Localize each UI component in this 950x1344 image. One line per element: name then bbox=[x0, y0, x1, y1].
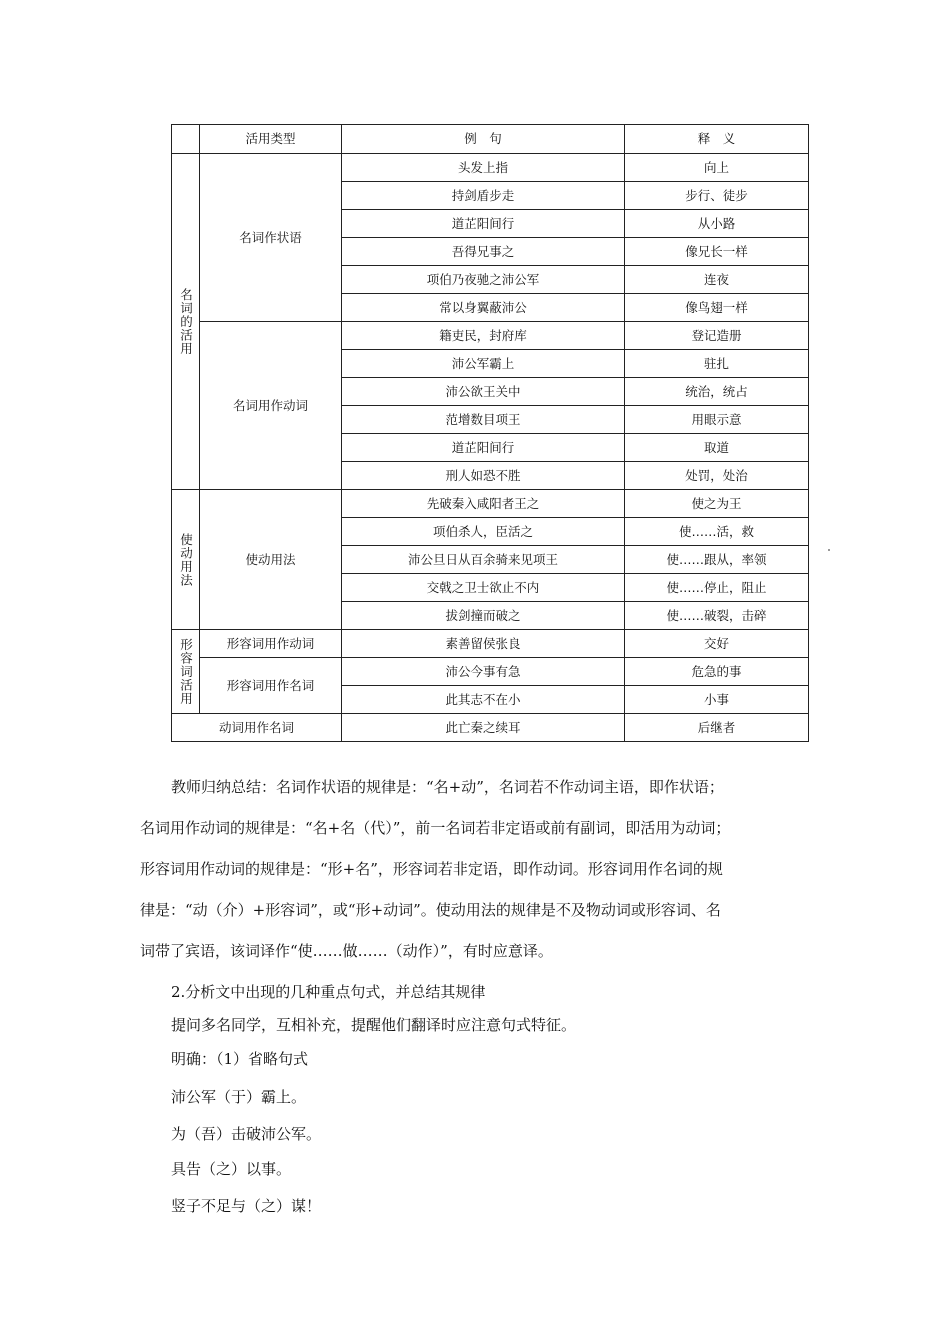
example-sentence: 沛公军（于）霸上。 bbox=[171, 1088, 307, 1106]
summary-line: 词带了宾语，该词译作“使……做……（动作）”，有时应意译。 bbox=[140, 942, 553, 960]
meaning-cell: 使……停止，阻止 bbox=[625, 574, 809, 602]
table-body bbox=[172, 125, 809, 742]
header-cell: 活用类型 bbox=[200, 125, 342, 154]
usage-type-cell: 名词用作动词 bbox=[200, 322, 342, 490]
example-cell: 籍吏民，封府库 bbox=[342, 322, 625, 350]
usage-type-cell: 动词用作名词 bbox=[172, 714, 342, 742]
usage-type-cell: 形容词用作名词 bbox=[200, 658, 342, 714]
example-cell: 沛公军霸上 bbox=[342, 350, 625, 378]
meaning-cell: 统治，统占 bbox=[625, 378, 809, 406]
usage-type-cell: 形容词用作动词 bbox=[200, 630, 342, 658]
summary-line: 教师归纳总结：名词作状语的规律是：“名+动”，名词若不作动词主语，即作状语； bbox=[171, 778, 724, 796]
table-row bbox=[172, 490, 809, 518]
header-cell: 例 句 bbox=[342, 125, 625, 154]
meaning-cell: 使之为王 bbox=[625, 490, 809, 518]
example-cell: 持剑盾步走 bbox=[342, 182, 625, 210]
example-cell: 刑人如恐不胜 bbox=[342, 462, 625, 490]
meaning-cell: 处罚，处治 bbox=[625, 462, 809, 490]
table-row bbox=[172, 714, 809, 742]
example-cell: 道芷阳间行 bbox=[342, 434, 625, 462]
meaning-cell: 使……活，救 bbox=[625, 518, 809, 546]
category-cell: 使动用法 bbox=[172, 490, 200, 630]
example-cell: 范增数目项王 bbox=[342, 406, 625, 434]
usage-type-cell: 使动用法 bbox=[200, 490, 342, 630]
summary-line: 形容词用作动词的规律是：“形+名”，形容词若非定语，即作动词。形容词用作名词的规 bbox=[140, 860, 723, 878]
meaning-cell: 小事 bbox=[625, 686, 809, 714]
section-heading: 2.分析文中出现的几种重点句式，并总结其规律 bbox=[171, 983, 486, 1001]
example-cell: 交戟之卫士欲止不内 bbox=[342, 574, 625, 602]
example-cell: 此其志不在小 bbox=[342, 686, 625, 714]
example-cell: 沛公旦日从百余骑来见项王 bbox=[342, 546, 625, 574]
header-cell bbox=[172, 125, 200, 154]
stray-dot bbox=[828, 549, 830, 551]
example-sentence: 竖子不足与（之）谋！ bbox=[171, 1197, 322, 1215]
summary-line: 律是：“动（介）+形容词”，或“形+动词”。使动用法的规律是不及物动词或形容词、名 bbox=[140, 901, 721, 919]
meaning-cell: 连夜 bbox=[625, 266, 809, 294]
category-cell: 形容词活用 bbox=[172, 630, 200, 714]
example-cell: 吾得兄事之 bbox=[342, 238, 625, 266]
meaning-cell: 登记造册 bbox=[625, 322, 809, 350]
example-cell: 道芷阳间行 bbox=[342, 210, 625, 238]
header-cell: 释 义 bbox=[625, 125, 809, 154]
meaning-cell: 后继者 bbox=[625, 714, 809, 742]
example-cell: 素善留侯张良 bbox=[342, 630, 625, 658]
meaning-cell: 步行、徒步 bbox=[625, 182, 809, 210]
category-cell: 名词的活用 bbox=[172, 154, 200, 490]
example-cell: 沛公今事有急 bbox=[342, 658, 625, 686]
table-header-row bbox=[172, 125, 809, 154]
example-cell: 项伯杀人，臣活之 bbox=[342, 518, 625, 546]
meaning-cell: 使……破裂，击碎 bbox=[625, 602, 809, 630]
meaning-cell: 像鸟翅一样 bbox=[625, 294, 809, 322]
usage-type-cell: 名词作状语 bbox=[200, 154, 342, 322]
example-sentence: 具告（之）以事。 bbox=[171, 1160, 292, 1178]
meaning-cell: 驻扎 bbox=[625, 350, 809, 378]
example-cell: 拔剑撞而破之 bbox=[342, 602, 625, 630]
meaning-cell: 交好 bbox=[625, 630, 809, 658]
example-cell: 此亡秦之续耳 bbox=[342, 714, 625, 742]
paragraph: 明确：（1）省略句式 bbox=[171, 1050, 309, 1068]
table-row bbox=[172, 630, 809, 658]
meaning-cell: 危急的事 bbox=[625, 658, 809, 686]
example-cell: 沛公欲王关中 bbox=[342, 378, 625, 406]
meaning-cell: 向上 bbox=[625, 154, 809, 182]
meaning-cell: 用眼示意 bbox=[625, 406, 809, 434]
meaning-cell: 取道 bbox=[625, 434, 809, 462]
example-cell: 头发上指 bbox=[342, 154, 625, 182]
meaning-cell: 使……跟从，率领 bbox=[625, 546, 809, 574]
paragraph: 提问多名同学，互相补充，提醒他们翻译时应注意句式特征。 bbox=[171, 1016, 577, 1034]
summary-line: 名词用作动词的规律是：“名+名（代）”，前一名词若非定语或前有副词，即活用为动词； bbox=[140, 819, 731, 837]
example-cell: 项伯乃夜驰之沛公军 bbox=[342, 266, 625, 294]
table-row bbox=[172, 322, 809, 350]
example-cell: 常以身翼蔽沛公 bbox=[342, 294, 625, 322]
example-cell: 先破秦入咸阳者王之 bbox=[342, 490, 625, 518]
table-row bbox=[172, 154, 809, 182]
meaning-cell: 像兄长一样 bbox=[625, 238, 809, 266]
word-usage-table bbox=[171, 124, 809, 742]
table-row bbox=[172, 658, 809, 686]
meaning-cell: 从小路 bbox=[625, 210, 809, 238]
example-sentence: 为（吾）击破沛公军。 bbox=[171, 1125, 322, 1143]
